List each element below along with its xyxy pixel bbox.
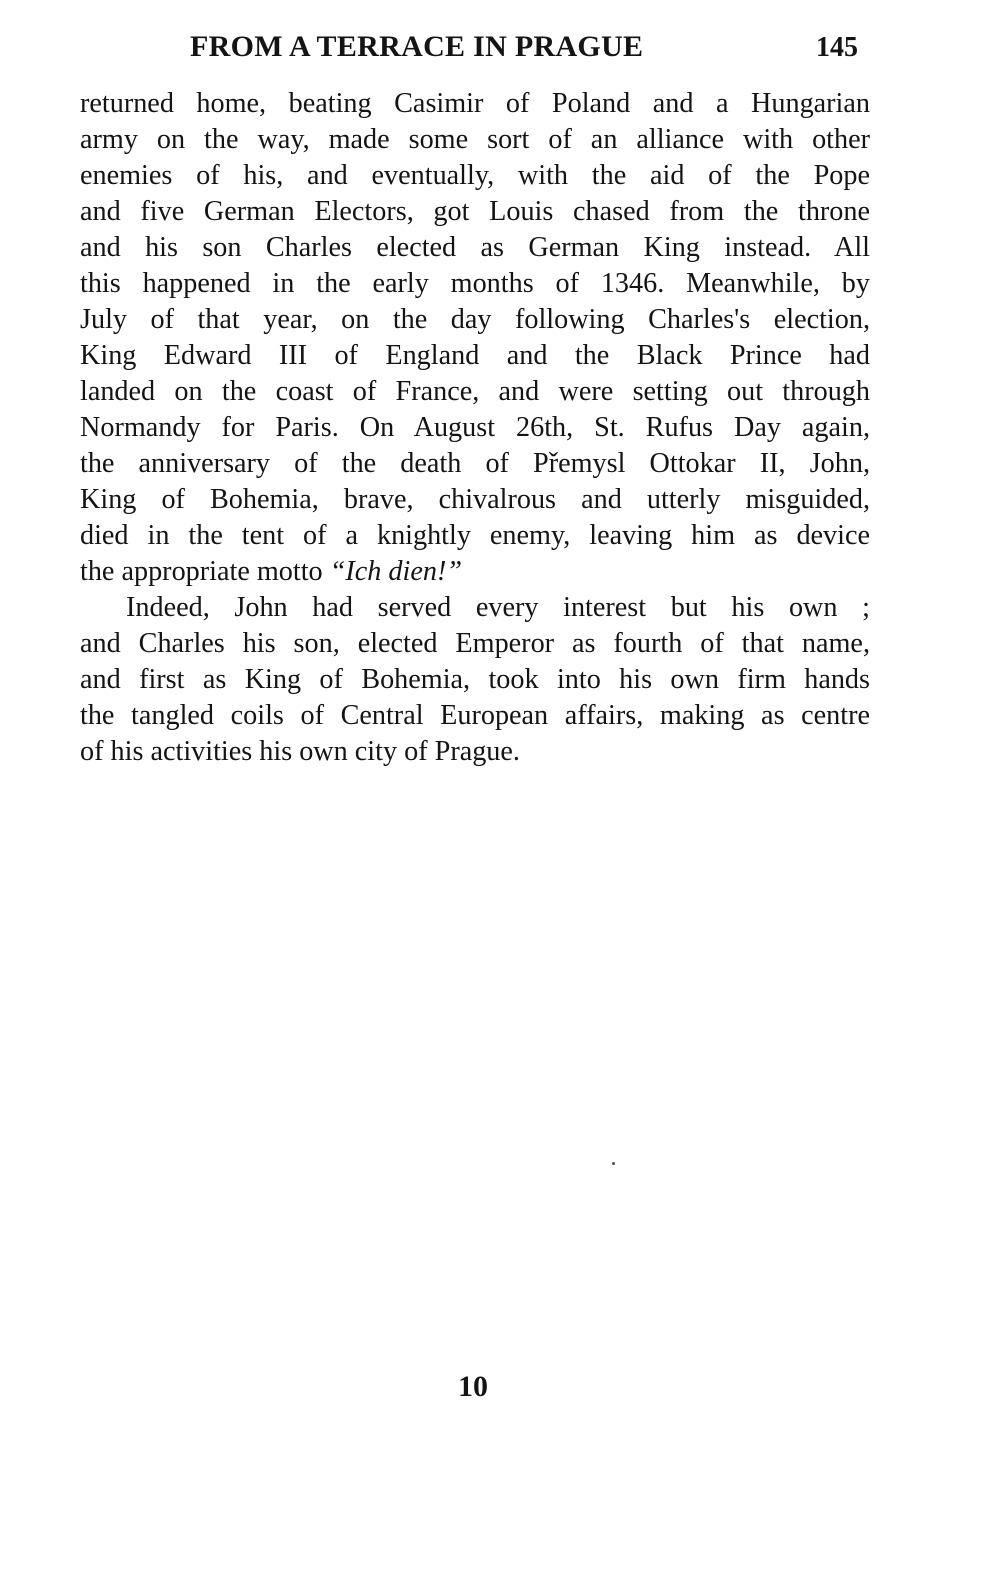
text-line: landed on the coast of France, and were setting out through — [80, 376, 870, 407]
text-line: this happened in the early months of 1346. Meanwhile, by — [80, 268, 870, 299]
body-text — [80, 86, 870, 770]
text-line: the tangled coils of Central European affairs, making as centre — [80, 700, 870, 731]
text-line: returned home, beating Casimir of Poland and a Hungarian — [80, 88, 870, 119]
text-line: Indeed, John had served every interest but his own ; — [126, 592, 870, 623]
running-title: FROM A TERRACE IN PRAGUE — [190, 30, 644, 63]
text-line: King of Bohemia, brave, chivalrous and utterly misguided, — [80, 484, 870, 515]
text-line: the anniversary of the death of Přemysl Ottokar II, John, — [80, 448, 870, 479]
text-line: and Charles his son, elected Emperor as fourth of that name, — [80, 628, 870, 659]
text-line: and his son Charles elected as German King instead. All — [80, 232, 870, 263]
text-line — [80, 554, 870, 590]
text-line: and five German Electors, got Louis chased from the throne — [80, 196, 870, 227]
motto-lead-in: the appropriate motto — [80, 556, 330, 587]
text-line: King Edward III of England and the Black Prince had — [80, 340, 870, 371]
page-number: 145 — [816, 32, 858, 63]
text-line: army on the way, made some sort of an alliance with other — [80, 124, 870, 155]
print-speck — [612, 1162, 615, 1165]
text-line: and first as King of Bohemia, took into his own firm hands — [80, 664, 870, 695]
text-line: enemies of his, and eventually, with the aid of the Pope — [80, 160, 870, 191]
text-line: Normandy for Paris. On August 26th, St. Rufus Day again, — [80, 412, 870, 443]
motto-quote: “Ich dien!” — [329, 556, 463, 587]
signature-mark: 10 — [458, 1370, 488, 1403]
text-line: died in the tent of a knightly enemy, leaving him as device — [80, 520, 870, 551]
text-line: of his activities his own city of Prague. — [80, 736, 520, 767]
text-line: July of that year, on the day following Charles's election, — [80, 304, 870, 335]
